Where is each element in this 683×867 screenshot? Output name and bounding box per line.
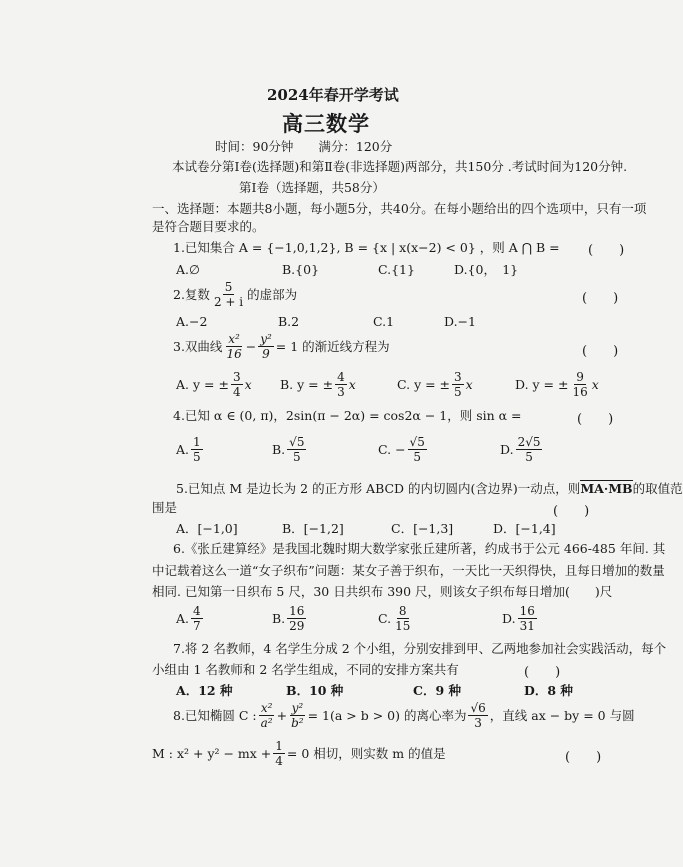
q2-option-b: B.2 xyxy=(278,314,300,329)
q4-answer-paren: ( ) xyxy=(577,412,614,427)
q3-option-c: C. y = ± $\frac{3}{5}$ x xyxy=(397,370,473,399)
q5-option-c: C．[−1,3] xyxy=(391,521,454,536)
q3-option-d: D. y = ± $\frac{9}{16}$ x xyxy=(515,370,599,399)
q1-option-c: C.{1} xyxy=(378,262,415,277)
q7-option-c: C．9 种 xyxy=(413,683,461,698)
q1-stem: 1.已知集合 A = {−1,0,1,2}, B = {x | x(x−2) < 0} ，则 A ⋂ B = xyxy=(173,240,560,255)
exam-title: 2024年春开学考试 xyxy=(267,86,399,104)
q2-option-c: C.1 xyxy=(373,314,395,329)
q6-option-c: C. $\frac{8}{15}$ xyxy=(378,604,411,633)
q5-answer-paren: ( ) xyxy=(553,504,590,519)
q6-option-d: D. $\frac{16}{31}$ xyxy=(502,604,535,633)
q1-answer-paren: ( ) xyxy=(588,243,625,258)
q2-option-a: A.−2 xyxy=(176,314,208,329)
q6-line1: 6.《张丘建算经》是我国北魏时期大数学家张丘建所著，约成书于公元 466-485 年间. 其 xyxy=(173,541,666,556)
time-info: 时间：90分钟 满分：120分 xyxy=(215,139,393,154)
section1-intro-line1: 一、选择题：本题共8小题，每小题5分，共40分。在每小题给出的四个选项中，只有一项 xyxy=(152,201,647,216)
q3-answer-paren: ( ) xyxy=(582,344,619,359)
q7-line2: 小组由 1 名教师和 2 名学生组成，不同的安排方案共有 xyxy=(152,662,459,677)
q3-stem: 3.双曲线 $\frac{\text{x²}}{16}$ − $\frac{\text{y²}}{9}$ = 1 的渐近线方程为 xyxy=(173,332,390,361)
q1-option-b: B.{0} xyxy=(282,262,320,277)
q4-option-c: C. − $\frac{√5}{5}$ xyxy=(378,435,425,464)
q7-option-b: B．10 种 xyxy=(286,683,344,698)
q2-answer-paren: ( ) xyxy=(582,291,619,306)
q5-option-a: A．[−1,0] xyxy=(176,521,238,536)
q5-option-d: D．[−1,4] xyxy=(493,521,556,536)
section1-intro-line2: 是符合题目要求的。 xyxy=(152,219,265,234)
q5-option-b: B．[−1,2] xyxy=(282,521,344,536)
q7-option-d: D．8 种 xyxy=(524,683,573,698)
q2-option-d: D.−1 xyxy=(444,314,476,329)
q8-line2: M : x² + y² − mx + $\frac{1}{4}$ = 0 相切，则实数 m 的值是 xyxy=(152,739,446,768)
q4-stem: 4.已知 α ∈ (0, π)，2sin(π − 2α) = cos2α − 1，则 sin α = xyxy=(173,408,522,423)
q3-option-a: A. y = ± $\frac{3}{4}$ x xyxy=(176,370,252,399)
q4-option-d: D. $\frac{2√5}{5}$ xyxy=(500,435,541,464)
q5-line2: 围是 xyxy=(152,500,178,515)
q4-option-b: B. $\frac{√5}{5}$ xyxy=(272,435,305,464)
q6-option-b: B. $\frac{16}{29}$ xyxy=(272,604,305,633)
part1-title: 第Ⅰ卷（选择题，共58分） xyxy=(239,180,385,195)
q4-option-a: A. $\frac{1}{5}$ xyxy=(176,435,201,464)
q5-line1: 5.已知点 M 是边长为 2 的正方形 ABCD 的内切圆内(含边界)一动点，则MA·MB的取值范 xyxy=(176,481,683,496)
q7-line1: 7.将 2 名教师，4 名学生分成 2 个小组，分别安排到甲、乙两地参加社会实践活动，每个 xyxy=(173,641,667,656)
q7-option-a: A．12 种 xyxy=(176,683,233,698)
notice: 本试卷分第Ⅰ卷(选择题)和第Ⅱ卷(非选择题)两部分，共150分 .考试时间为120分钟. xyxy=(172,159,628,174)
q2-stem: 2.复数 $\frac{5}{2 + i}$ 的虚部为 xyxy=(173,280,298,309)
q6-option-a: A. $\frac{4}{7}$ xyxy=(176,604,201,633)
q3-option-b: B. y = ± $\frac{4}{3}$ x xyxy=(280,370,356,399)
q6-line2: 中记载着这么一道“女子织布”问题：某女子善于织布，一天比一天织得快，且每日增加的数量 xyxy=(152,563,665,578)
q8-line1: 8.已知椭圆 C : $\frac{\text{x²}}{\text{a²}}$ + $\frac{\text{y²}}{\text{b²}}$ = 1(a > b > 0) 的离心率为 $\frac{√6}{3}$ ，直线 ax − by = 0 与圆 xyxy=(173,701,635,730)
q5-vector-expression: MA·MB xyxy=(580,481,633,496)
q1-option-d: D.{0， 1} xyxy=(454,262,519,277)
q1-option-a: A.∅ xyxy=(176,262,200,277)
subject-title: 高三数学 xyxy=(282,111,370,136)
q6-line3: 相同. 已知第一日织布 5 尺，30 日共织布 390 尺，则该女子织布每日增加( )尺 xyxy=(152,584,613,599)
q7-answer-paren: ( ) xyxy=(524,665,561,680)
q8-answer-paren: ( ) xyxy=(565,750,602,765)
